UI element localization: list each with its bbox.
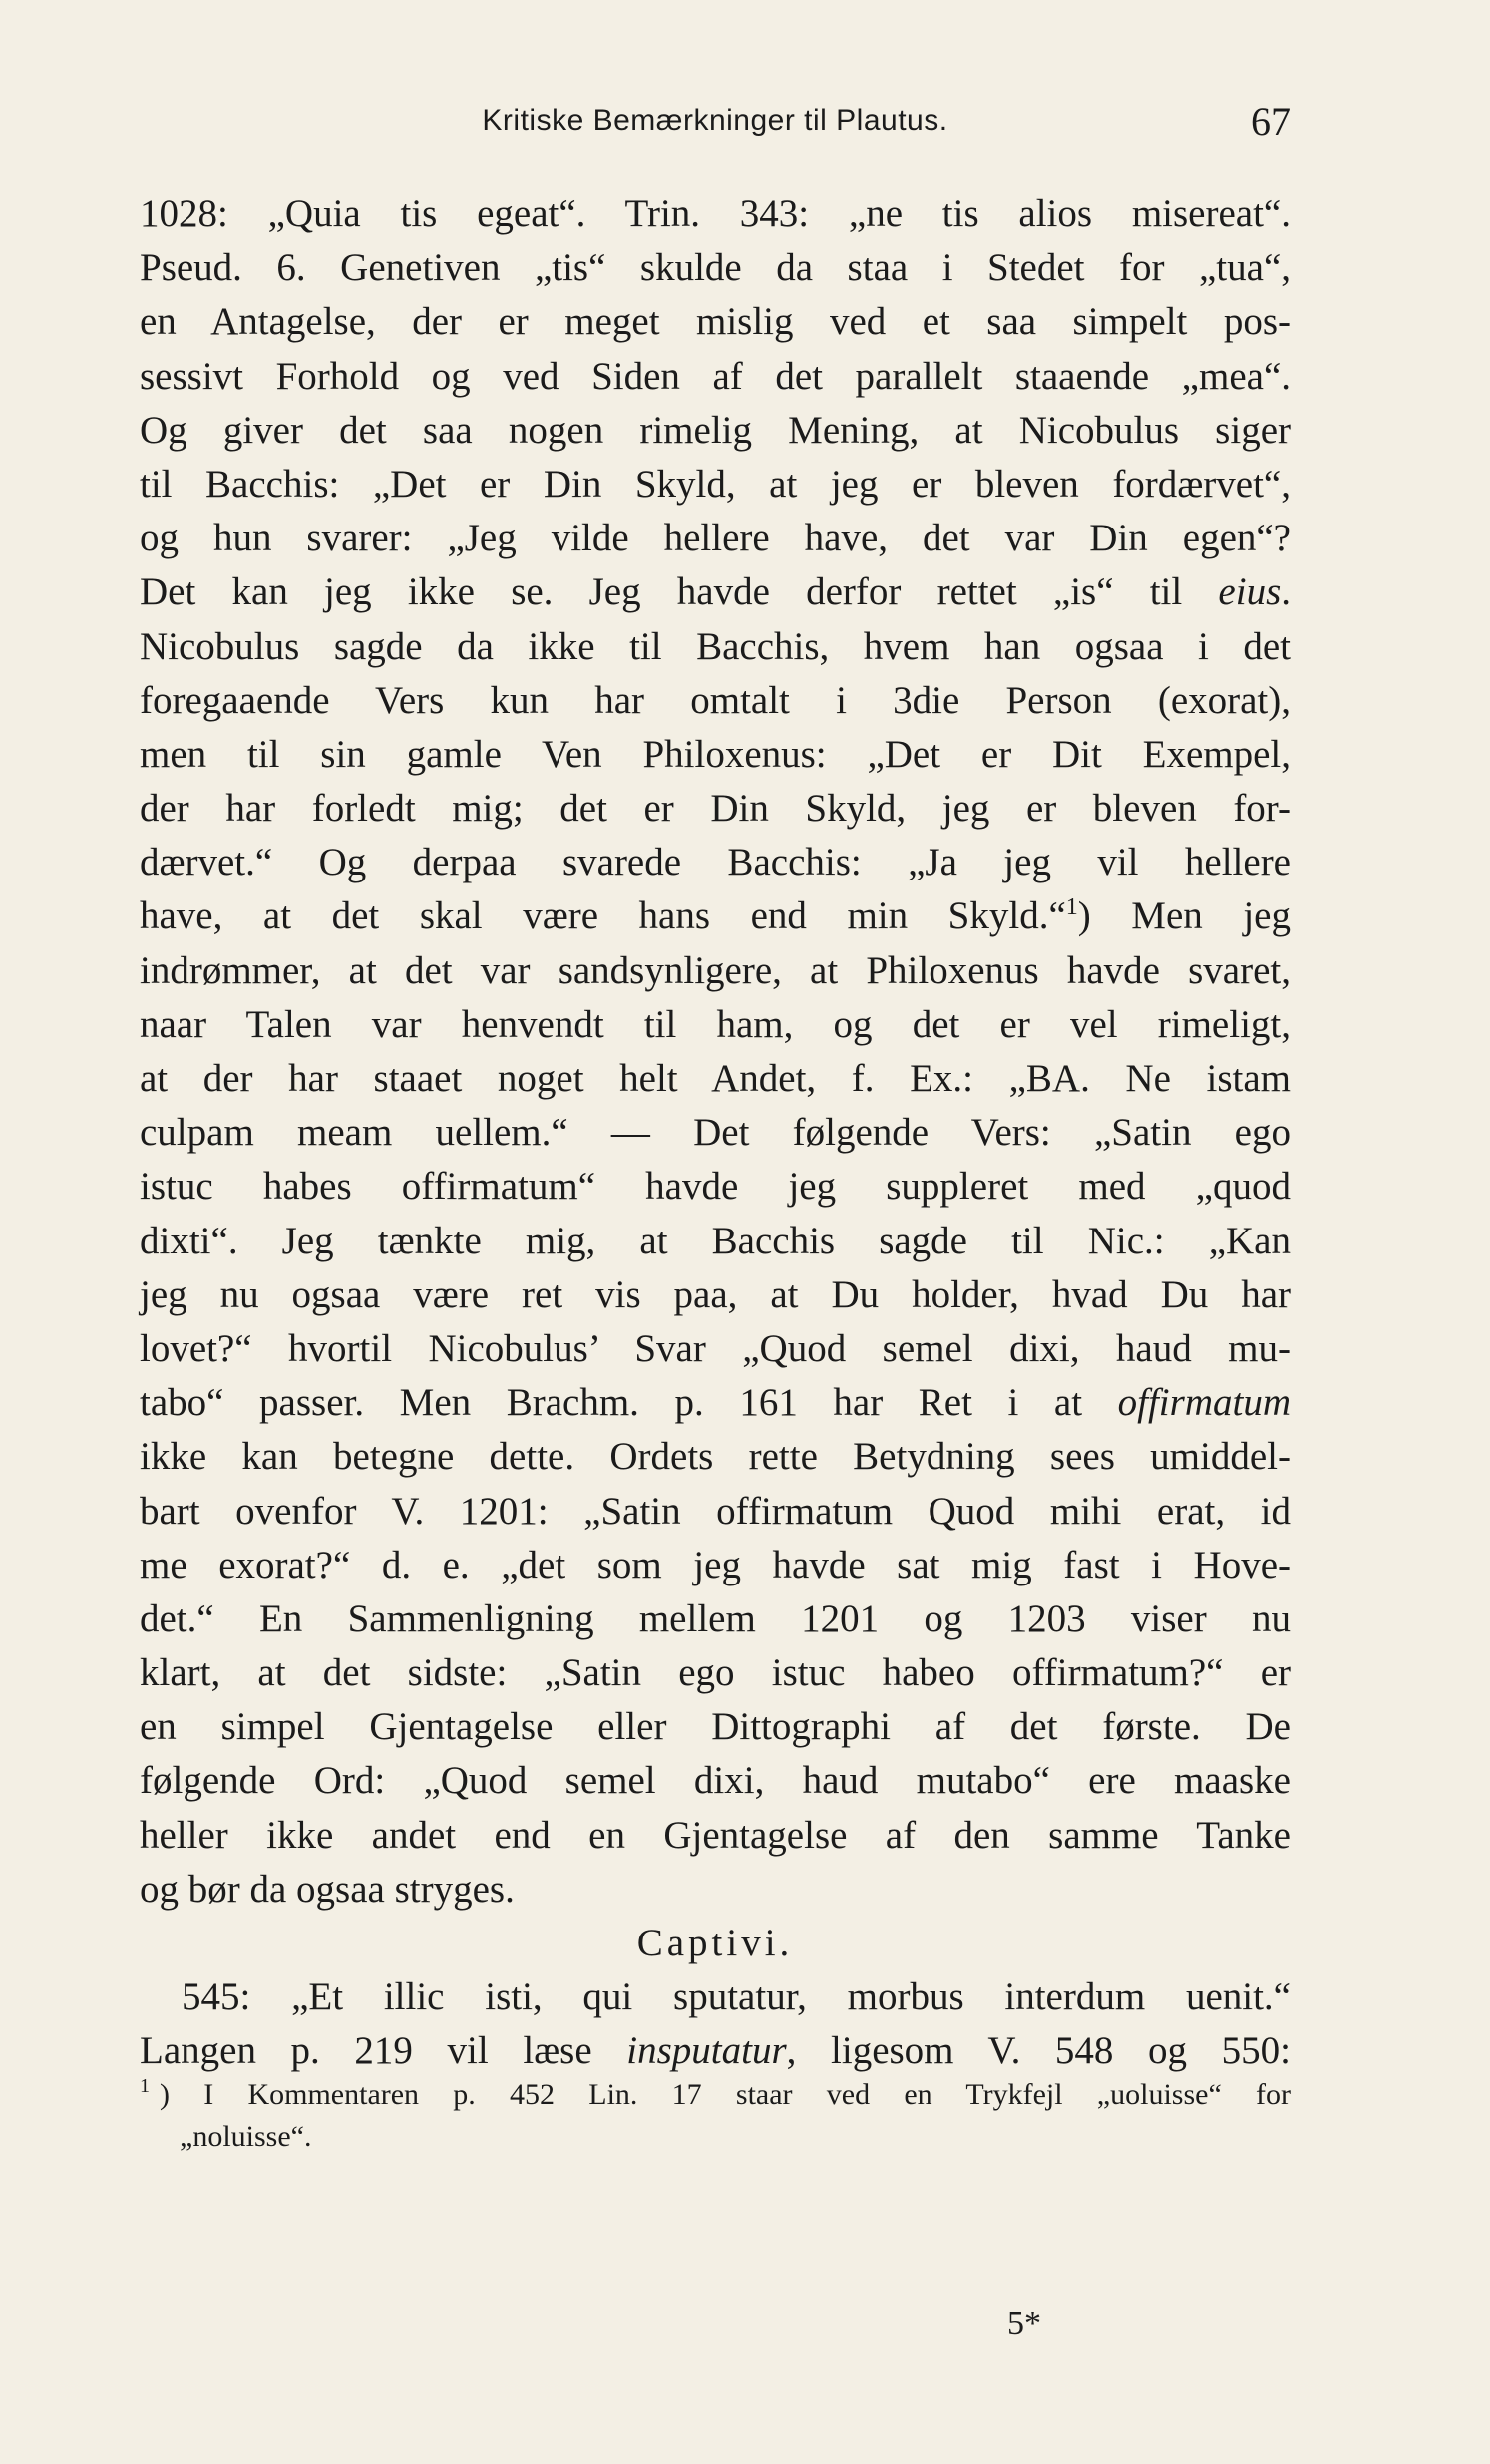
text-line: at der har staaet noget helt Andet, f. Ex.: „BA. Ne istam	[140, 1057, 1291, 1100]
text-line: ikke kan betegne dette. Ordets rette Betydning sees umiddel-	[140, 1435, 1291, 1479]
text-line: indrømmer, at det var sandsynligere, at Philoxenus havde svaret,	[140, 948, 1291, 992]
body-text	[140, 187, 1291, 2079]
text-line: og bør da ogsaa stryges.	[140, 1867, 515, 1911]
text-line: foregaaende Vers kun har omtalt i 3die Person (exorat),	[140, 678, 1291, 722]
page-header	[140, 99, 1291, 156]
text-line: følgende Ord: „Quod semel dixi, haud mutabo“ ere maaske	[140, 1759, 1291, 1803]
text-line: sessivt Forhold og ved Siden af det parallelt staaende „mea“.	[140, 354, 1291, 398]
text-line: en simpel Gjentagelse eller Dittographi af det første. De	[140, 1705, 1291, 1749]
text-line: me exorat?“ d. e. „det som jeg havde sat mig fast i Hove-	[140, 1543, 1291, 1586]
footnote-text-1: ) I Kommentaren p. 452 Lin. 17 staar ved en Trykfejl „uoluisse“ for	[160, 2078, 1291, 2111]
text-line: klart, at det sidste: „Satin ego istuc habeo offirmatum?“ er	[140, 1651, 1291, 1695]
text-line: men til sin gamle Ven Philoxenus: „Det er Dit Exempel,	[140, 732, 1291, 776]
text-line: Og giver det saa nogen rimelig Mening, at Nicobulus siger	[140, 408, 1291, 452]
text-line: jeg nu ogsaa være ret vis paa, at Du holder, hvad Du har	[140, 1272, 1291, 1316]
text-line: bart ovenfor V. 1201: „Satin offirmatum Quod mihi erat, id	[140, 1489, 1291, 1533]
page-number: 67	[1251, 99, 1291, 144]
text-line: 1028: „Quia tis egeat“. Trin. 343: „ne tis alios misereat“.	[140, 192, 1291, 235]
footnote-mark: 1	[140, 2075, 150, 2097]
text-line: Nicobulus sagde da ikke til Bacchis, hvem han ogsaa i det	[140, 624, 1291, 668]
text-line: Det kan jeg ikke se. Jeg havde derfor rettet „is“ til eius.	[140, 570, 1291, 614]
text-line: og hun svarer: „Jeg vilde hellere have, det var Din egen“?	[140, 517, 1291, 560]
footnotes	[140, 2074, 1291, 2158]
text-line: det.“ En Sammenligning mellem 1201 og 1203 viser nu	[140, 1596, 1291, 1640]
text-line: have, at det skal være hans end min Skyld.“$^1$) Men jeg	[140, 894, 1291, 938]
text-line: naar Talen var henvendt til ham, og det er vel rimeligt,	[140, 1002, 1291, 1046]
text-line: istuc habes offirmatum“ havde jeg suppleret med „quod	[140, 1165, 1291, 1209]
running-title: Kritiske Bemærkninger til Plautus.	[482, 104, 948, 137]
text-line: tabo“ passer. Men Brachm. p. 161 har Ret i at offirmatum	[140, 1381, 1291, 1425]
text-line: Pseud. 6. Genetiven „tis“ skulde da staa i Stedet for „tua“,	[140, 246, 1291, 290]
text-line: til Bacchis: „Det er Din Skyld, at jeg er bleven fordærvet“,	[140, 462, 1291, 506]
footnote-line-1	[140, 2074, 1291, 2116]
text-line: dærvet.“ Og derpaa svarede Bacchis: „Ja jeg vil hellere	[140, 841, 1291, 884]
text-line: heller ikke andet end en Gjentagelse af den samme Tanke	[140, 1813, 1291, 1857]
text-line: culpam meam uellem.“ — Det følgende Vers: „Satin ego	[140, 1111, 1291, 1155]
text-line: dixti“. Jeg tænkte mig, at Bacchis sagde til Nic.: „Kan	[140, 1219, 1291, 1262]
signature-mark: 5*	[1007, 2305, 1041, 2342]
text-line: en Antagelse, der er meget mislig ved et saa simpelt pos-	[140, 300, 1291, 344]
section-heading: Captivi.	[636, 1922, 794, 1964]
footnote-line-2: „noluisse“.	[180, 2120, 312, 2153]
text-line: 545: „Et illic isti, qui sputatur, morbus interdum uenit.“	[182, 1975, 1291, 2019]
text-line: lovet?“ hvortil Nicobulus’ Svar „Quod semel dixi, haud mu-	[140, 1326, 1291, 1370]
text-line: der har forledt mig; det er Din Skyld, jeg er bleven for-	[140, 787, 1291, 831]
text-line: Langen p. 219 vil læse insputatur, ligesom V. 548 og 550:	[140, 2029, 1291, 2073]
